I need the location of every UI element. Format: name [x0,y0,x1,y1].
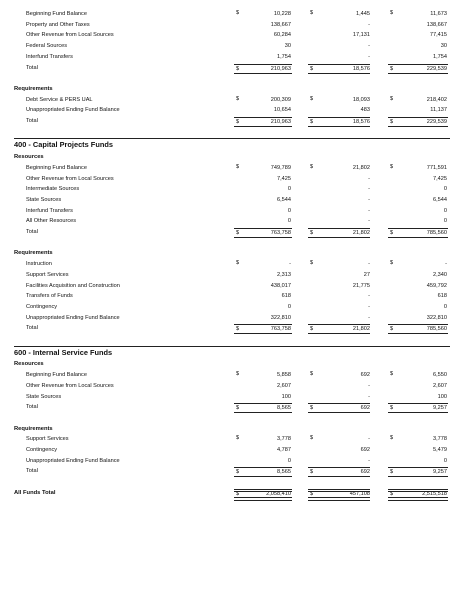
currency-symbol: $ [310,260,314,267]
spacer-row [0,477,463,487]
currency-symbol: $ [236,65,240,72]
currency-symbol: $ [390,405,394,412]
grand-total-bottom-rule [388,497,448,501]
row-label: Interfund Transfers [26,53,73,60]
amount-cell: 138,667 [426,21,447,28]
spacer-row [0,334,463,344]
amount-cell: 322,810 [270,314,291,321]
amount-cell: 618 [437,293,447,300]
currency-symbol: $ [236,260,240,267]
currency-symbol: $ [390,371,394,378]
line-item-row [0,52,463,62]
currency-symbol: $ [236,469,240,476]
total-row [0,227,463,237]
amount-cell: 763,758 [270,230,291,236]
amount-cell: 1,754 [277,53,291,60]
currency-symbol: $ [390,435,394,442]
total-rule [308,228,370,229]
amount-cell: 21,802 [352,326,370,333]
total-rule [388,117,448,118]
line-item-row [0,381,463,391]
currency-symbol: $ [236,326,240,333]
amount-cell: 0 [443,218,447,225]
amount-cell: - [368,261,370,268]
row-label: Support Services [26,436,69,443]
amount-cell: 10,228 [273,11,291,17]
line-item-row [0,445,463,455]
amount-cell: 1,445 [356,11,370,17]
currency-symbol: $ [310,469,314,476]
row-label: Total [26,468,38,475]
amount-cell: 0 [287,303,291,310]
spacer-row [0,413,463,423]
amount-cell: - [368,43,370,50]
amount-cell: 30 [440,43,447,50]
amount-cell: - [368,196,370,203]
total-rule [234,228,292,229]
row-label: 600 - Internal Service Funds [14,347,113,357]
grand-total-row [0,488,463,498]
amount-cell: 18,576 [352,65,370,72]
group-header [0,84,463,94]
amount-cell: 77,415 [429,32,447,39]
line-item-row [0,291,463,301]
currency-symbol: $ [310,371,314,378]
line-item-row [0,195,463,205]
amount-cell: 210,963 [270,119,291,125]
currency-symbol: $ [236,163,240,170]
currency-symbol: $ [310,65,314,72]
double-underline [234,489,292,493]
amount-cell: - [368,21,370,28]
row-label: Total [26,404,38,411]
amount-cell: 1,754 [433,53,447,60]
amount-cell: 2,313 [277,271,291,278]
currency-symbol: $ [390,119,394,125]
line-item-row [0,270,463,280]
amount-cell: 60,284 [273,32,291,39]
line-item-row [0,456,463,466]
row-label: Resources [14,361,44,368]
amount-cell: 138,667 [270,21,291,28]
currency-symbol: $ [236,405,240,412]
line-item-row [0,30,463,40]
row-label: Contingency [26,303,58,310]
total-rule [308,324,370,325]
amount-cell: - [368,186,370,193]
line-item-row [0,41,463,51]
row-label: 400 - Capital Projects Funds [14,140,113,150]
row-label: Unappropriated Ending Fund Balance [26,457,120,464]
amount-cell: 2,058,410 [266,490,291,497]
amount-cell: 18,576 [352,119,370,125]
amount-cell: - [368,293,370,300]
row-label: Requirements [14,425,53,432]
amount-cell: 21,802 [352,230,370,236]
group-header [0,359,463,369]
amount-cell: 692 [360,372,370,379]
total-rule [234,64,292,65]
amount-cell: 229,539 [426,65,447,72]
row-label: Debt Service & PERS UAL [26,96,93,103]
amount-cell: 229,539 [426,119,447,125]
amount-cell: 0 [287,218,291,225]
row-label: Requirements [14,85,53,92]
currency-symbol: $ [390,163,394,170]
row-label: Total [26,229,38,235]
amount-cell: 10,654 [273,107,291,114]
currency-symbol: $ [310,95,314,102]
row-label: Interfund Transfers [26,207,73,214]
row-label: Beginning Fund Balance [26,164,87,171]
amount-cell: 4,787 [277,447,291,453]
group-header [0,152,463,162]
row-label: Other Revenue from Local Sources [26,175,114,182]
line-item-row [0,259,463,269]
amount-cell: - [368,393,370,400]
amount-cell: 8,565 [277,405,291,412]
line-item-row [0,105,463,115]
double-underline [388,489,448,493]
row-label: Total [26,118,38,124]
total-rule [308,64,370,65]
group-header [0,424,463,434]
amount-cell: 11,673 [430,11,447,17]
line-item-row [0,163,463,173]
amount-cell: - [368,53,370,60]
double-underline [308,489,370,493]
total-rule [388,64,448,65]
currency-symbol: $ [390,490,394,497]
currency-symbol: $ [236,435,240,442]
line-item-row [0,313,463,323]
amount-cell: - [368,303,370,310]
total-rule [308,117,370,118]
amount-cell: 459,792 [426,282,447,289]
row-label: Instruction [26,261,52,268]
amount-cell: 692 [360,447,370,453]
currency-symbol: $ [310,163,314,170]
section-divider [14,346,450,347]
amount-cell: 17,131 [352,32,370,39]
currency-symbol: $ [236,490,240,497]
amount-cell: 483 [360,107,370,114]
row-label: Contingency [26,447,58,453]
amount-cell: 7,425 [433,175,447,182]
amount-cell: 5,479 [433,447,447,453]
amount-cell: 18,093 [352,96,370,103]
total-row [0,466,463,476]
amount-cell: 3,778 [277,436,291,443]
amount-cell: 21,775 [352,282,370,289]
total-row [0,323,463,333]
amount-cell: - [368,314,370,321]
currency-symbol: $ [236,230,240,236]
total-rule [234,324,292,325]
currency-symbol: $ [236,119,240,125]
currency-symbol: $ [390,95,394,102]
amount-cell: 2,607 [277,382,291,389]
row-label: Total [26,64,38,71]
row-label: Total [26,325,38,332]
amount-cell: 0 [443,186,447,193]
total-rule [388,403,448,404]
currency-symbol: $ [236,95,240,102]
row-label: Other Revenue from Local Sources [26,382,114,389]
currency-symbol: $ [390,469,394,476]
currency-symbol: $ [390,326,394,333]
amount-cell: 457,108 [349,490,370,497]
amount-cell: 438,017 [270,282,291,289]
amount-cell: - [368,207,370,214]
amount-cell: 8,565 [277,469,291,476]
line-item-row [0,216,463,226]
amount-cell: - [368,175,370,182]
line-item-row [0,184,463,194]
row-label: Property and Other Taxes [26,21,90,28]
total-rule [388,228,448,229]
amount-cell: 9,257 [433,405,447,412]
row-label: State Sources [26,393,62,400]
currency-symbol: $ [310,10,314,16]
row-label: All Other Resources [26,218,77,225]
line-item-row [0,370,463,380]
row-label: Support Services [26,271,69,278]
line-item-row [0,95,463,105]
amount-cell: 6,550 [433,372,447,379]
amount-cell: - [368,436,370,443]
amount-cell: 692 [360,405,370,412]
amount-cell: 30 [284,43,291,50]
amount-cell: 21,802 [352,164,370,171]
amount-cell: 692 [360,469,370,476]
amount-cell: 6,544 [433,196,447,203]
total-row [0,402,463,412]
amount-cell: - [289,261,291,268]
row-label: Transfers of Funds [26,293,73,300]
row-label: Requirements [14,250,53,257]
fund-section-title [0,348,463,358]
currency-symbol: $ [310,230,314,236]
currency-symbol: $ [310,405,314,412]
amount-cell: - [368,457,370,464]
grand-total-bottom-rule [234,497,292,501]
spacer-row [0,73,463,83]
currency-symbol: $ [310,435,314,442]
amount-cell: 0 [443,457,447,464]
row-label: Unappropriated Ending Fund Balance [26,314,120,321]
line-item-row [0,281,463,291]
amount-cell: 0 [287,457,291,464]
amount-cell: 785,560 [426,230,447,236]
amount-cell: 322,810 [426,314,447,321]
currency-symbol: $ [390,260,394,267]
amount-cell: 763,758 [270,326,291,333]
spacer-row [0,238,463,248]
total-rule [234,467,292,468]
amount-cell: 5,858 [277,372,291,379]
total-rule [308,467,370,468]
total-rule [388,467,448,468]
amount-cell: 2,607 [433,382,447,389]
section-divider [14,138,450,139]
row-label: Intermediate Sources [26,186,80,193]
amount-cell: 0 [287,186,291,193]
line-item-row [0,9,463,19]
currency-symbol: $ [390,230,394,236]
row-label: Unappropriated Ending Fund Balance [26,107,120,114]
group-header [0,248,463,258]
amount-cell: 6,544 [277,196,291,203]
amount-cell: - [368,218,370,225]
row-label: State Sources [26,196,62,203]
total-rule [388,324,448,325]
amount-cell: 200,309 [270,96,291,103]
amount-cell: 618 [281,293,291,300]
amount-cell: 100 [281,393,291,400]
amount-cell: 100 [437,393,447,400]
line-item-row [0,20,463,30]
line-item-row [0,174,463,184]
amount-cell: 2,515,518 [422,490,447,497]
currency-symbol: $ [310,326,314,333]
amount-cell: 2,340 [433,271,447,278]
currency-symbol: $ [390,65,394,72]
line-item-row [0,392,463,402]
amount-cell: 218,402 [426,96,447,103]
total-row [0,116,463,126]
total-rule [234,403,292,404]
amount-cell: 0 [443,303,447,310]
amount-cell: 771,591 [426,164,447,171]
line-item-row [0,434,463,444]
amount-cell: 749,789 [270,164,291,171]
amount-cell: 210,963 [270,65,291,72]
currency-symbol: $ [310,119,314,125]
amount-cell: 7,425 [277,175,291,182]
amount-cell: 0 [287,207,291,214]
currency-symbol: $ [236,371,240,378]
line-item-row [0,206,463,216]
currency-symbol: $ [390,10,394,16]
row-label: Federal Sources [26,43,68,50]
spacer-row [0,127,463,137]
row-label: Facilities Acquisition and Construction [26,282,120,289]
amount-cell: 3,778 [433,436,447,443]
amount-cell: 0 [443,207,447,214]
amount-cell: 27 [363,271,370,278]
line-item-row [0,302,463,312]
grand-total-bottom-rule [308,497,370,501]
amount-cell: - [368,382,370,389]
total-rule [308,403,370,404]
amount-cell: 9,257 [433,469,447,476]
amount-cell: 785,560 [426,326,447,333]
amount-cell: - [445,261,447,268]
row-label: Other Revenue from Local Sources [26,32,114,39]
amount-cell: 11,137 [430,107,447,114]
row-label: Beginning Fund Balance [26,372,87,379]
currency-symbol: $ [310,490,314,497]
total-rule [234,117,292,118]
fund-section-title [0,140,463,150]
total-row [0,63,463,73]
row-label: Beginning Fund Balance [26,11,87,17]
row-label: Resources [14,154,44,161]
row-label: All Funds Total [14,489,56,496]
currency-symbol: $ [236,10,240,16]
